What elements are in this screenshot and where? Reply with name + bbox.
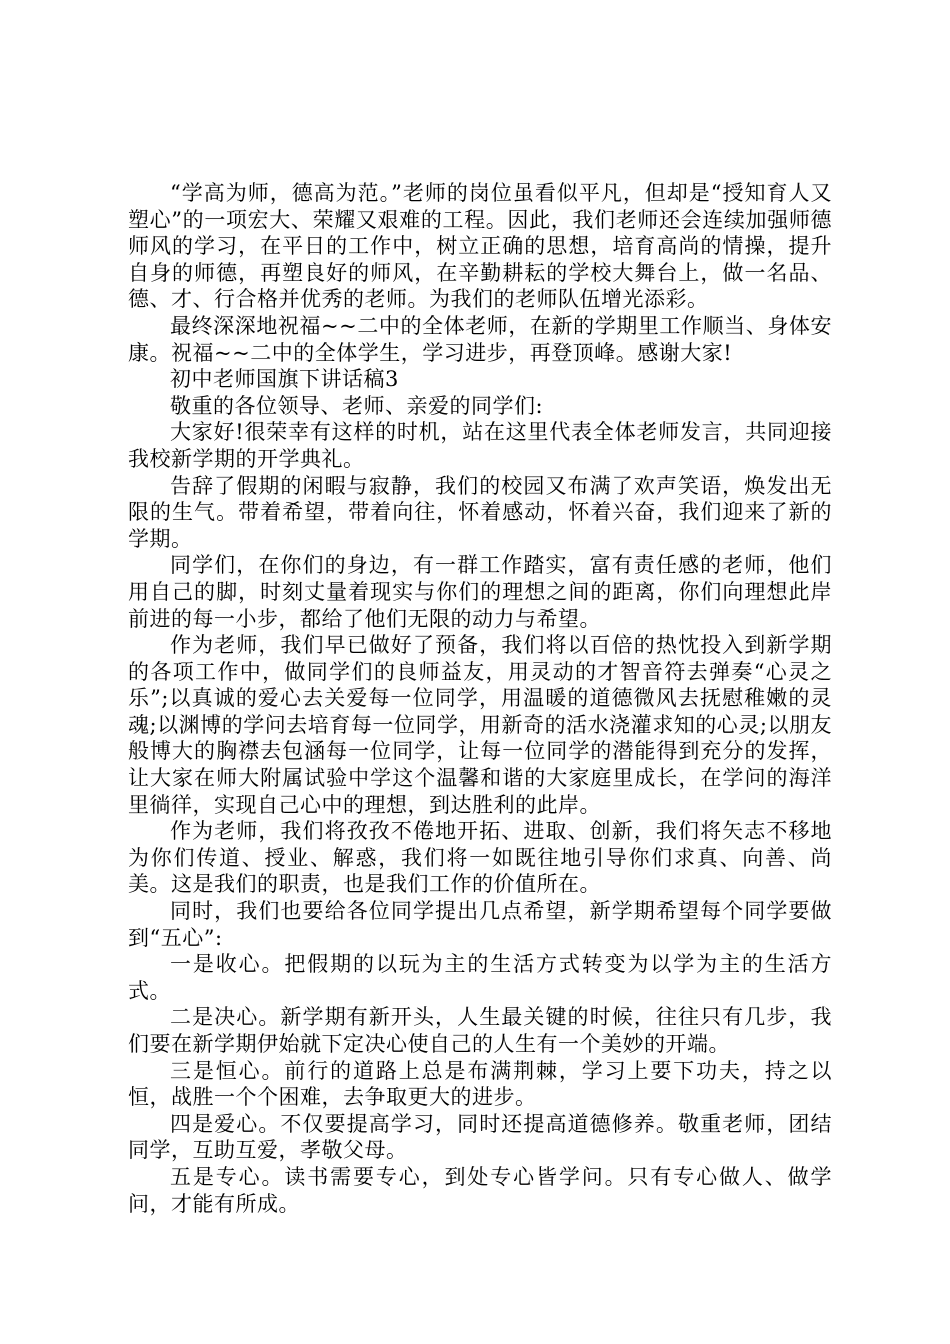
paragraph-closing-wishes: 最终深深地祝福~~二中的全体老师，在新的学期里工作顺当、身体安康。祝福~~二中的全体学生，学习进步，再登顶峰。感谢大家! [128, 313, 832, 365]
paragraph-five-hearts-intro: 同时，我们也要给各位同学提出几点希望，新学期希望每个同学要做到“五心”: [128, 899, 832, 950]
paragraph-heart-3: 三是恒心。前行的道路上总是布满荆棘，学习上要下功夫，持之以恒，战胜一个个困难，去争取更大的进步。 [128, 1058, 832, 1110]
paragraph-heart-2: 二是决心。新学期有新开头，人生最关键的时候，往往只有几步，我们要在新学期伊始就下定决心使自己的人生有一个美妙的开端。 [128, 1005, 832, 1056]
paragraph-preparation: 作为老师，我们早已做好了预备，我们将以百倍的热忱投入到新学期的各项工作中，做同学们的良师益友，用灵动的才智音符去弹奏“心灵之乐”;以真诚的爱心去关爱每一位同学，用温暖的道德微风去抚慰稚嫩的灵魂;以渊博的学问去培育每一位同学，用新奇的活水浇灌求知的心灵;以朋友般博大的胸襟去包涵每一位同学，让每一位同学的潜能得到充分的发挥，让大家在师大附属试验中学这个温馨和谐的大家庭里成长，在学问的海洋里徜徉，实现自己心中的理想，到达胜利的此岸。 [128, 633, 832, 817]
paragraph-duty: 作为老师，我们将孜孜不倦地开拓、进取、创新，我们将矢志不移地为你们传道、授业、解惑，我们将一如既往地引导你们求真、向善、尚美。这是我们的职责，也是我们工作的价值所在。 [128, 819, 832, 897]
paragraph-heart-5: 五是专心。读书需要专心，到处专心皆学问。只有专心做人、做学问，才能有所成。 [128, 1164, 832, 1216]
paragraph-new-term: 告辞了假期的闲暇与寂静，我们的校园又布满了欢声笑语，焕发出无限的生气。带着希望，带着向往，怀着感动，怀着兴奋，我们迎来了新的学期。 [128, 473, 832, 551]
paragraph-heart-1: 一是收心。把假期的以玩为主的生活方式转变为以学为主的生活方式。 [128, 952, 832, 1003]
paragraph-greeting: 大家好!很荣幸有这样的时机，站在这里代表全体老师发言，共同迎接我校新学期的开学典礼。 [128, 420, 832, 471]
paragraph-teacher-ethics: “学高为师，德高为范。”老师的岗位虽看似平凡，但却是“授知育人又塑心”的一项宏大、荣耀又艰难的工程。因此，我们老师还会连续加强师德师风的学习，在平日的工作中，树立正确的思想，培育高尚的情操，提升自身的师德，再塑良好的师风，在辛勤耕耘的学校大舞台上，做一名品、德、才、行合格并优秀的老师。为我们的老师队伍增光添彩。 [128, 181, 832, 312]
paragraph-salutation: 敬重的各位领导、老师、亲爱的同学们: [170, 393, 544, 418]
paragraph-heart-4: 四是爱心。不仅要提高学习，同时还提高道德修养。敬重老师，团结同学，互助互爱，孝敬父母。 [128, 1111, 832, 1163]
paragraph-teachers-around-you: 同学们，在你们的身边，有一群工作踏实，富有责任感的老师，他们用自己的脚，时刻丈量着现实与你们的理想之间的距离，你们向理想此岸前进的每一小步，都给了他们无限的动力与希望。 [128, 553, 832, 631]
document-body [128, 180, 832, 1217]
speech-title: 初中老师国旗下讲话稿3 [170, 367, 399, 392]
